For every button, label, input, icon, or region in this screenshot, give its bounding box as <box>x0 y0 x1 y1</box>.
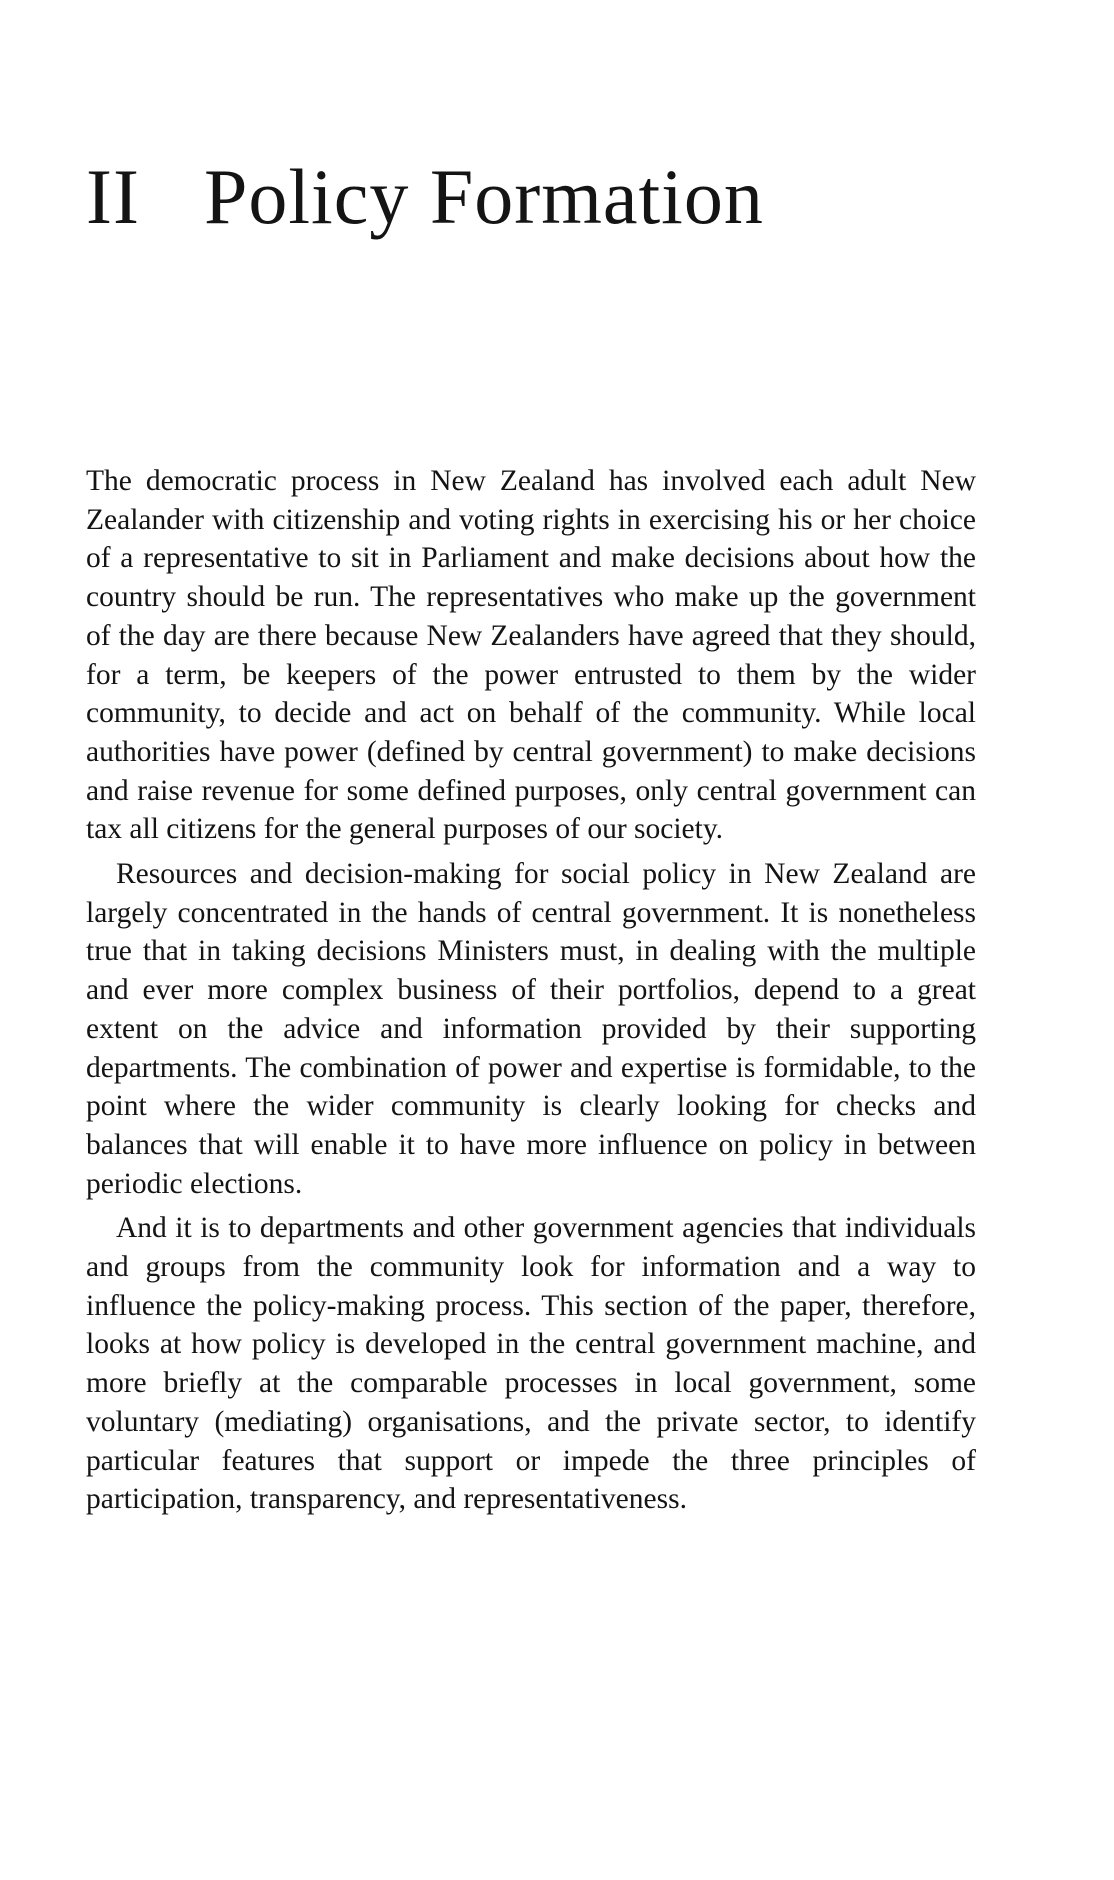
chapter-number: II <box>86 153 140 240</box>
paragraph-1: The democratic process in New Zealand has involved each adult New Zealander with citizenship and voting rights in exercising his or her choice of a representative to sit in Parliament and make decisions about how the country should be run. The representatives who make up the government of the day are there because New Zealanders have agreed that they should, for a term, be keepers of the power entrusted to them by the wider community, to decide and act on behalf of the community. While local authorities have power (defined by central government) to make decisions and raise revenue for some defined purposes, only central government can tax all citizens for the general purposes of our society. <box>86 465 976 846</box>
chapter-heading <box>86 153 764 240</box>
paragraph-3: And it is to departments and other government agencies that individuals and groups from the community look for information and a way to influence the policy-making process. This section of the paper, therefore, looks at how policy is developed in the central government machine, and more briefly at the comparable processes in local government, some voluntary (mediating) organisations, and the private sector, to identify particular features that support or impede the three principles of participation, transparency, and representativeness. <box>86 1212 976 1516</box>
body-text <box>86 462 976 1525</box>
paragraph-2: Resources and decision-making for social policy in New Zealand are largely concentrated in the hands of central government. It is nonetheless true that in taking decisions Ministers must, in dealing with the multiple and ever more complex business of their portfolios, depend to a great extent on the advice and information provided by their supporting departments. The combination of power and expertise is formidable, to the point where the wider community is clearly looking for checks and balances that will enable it to have more influence on policy in between periodic elections. <box>86 858 976 1200</box>
chapter-title: Policy Formation <box>204 153 764 240</box>
